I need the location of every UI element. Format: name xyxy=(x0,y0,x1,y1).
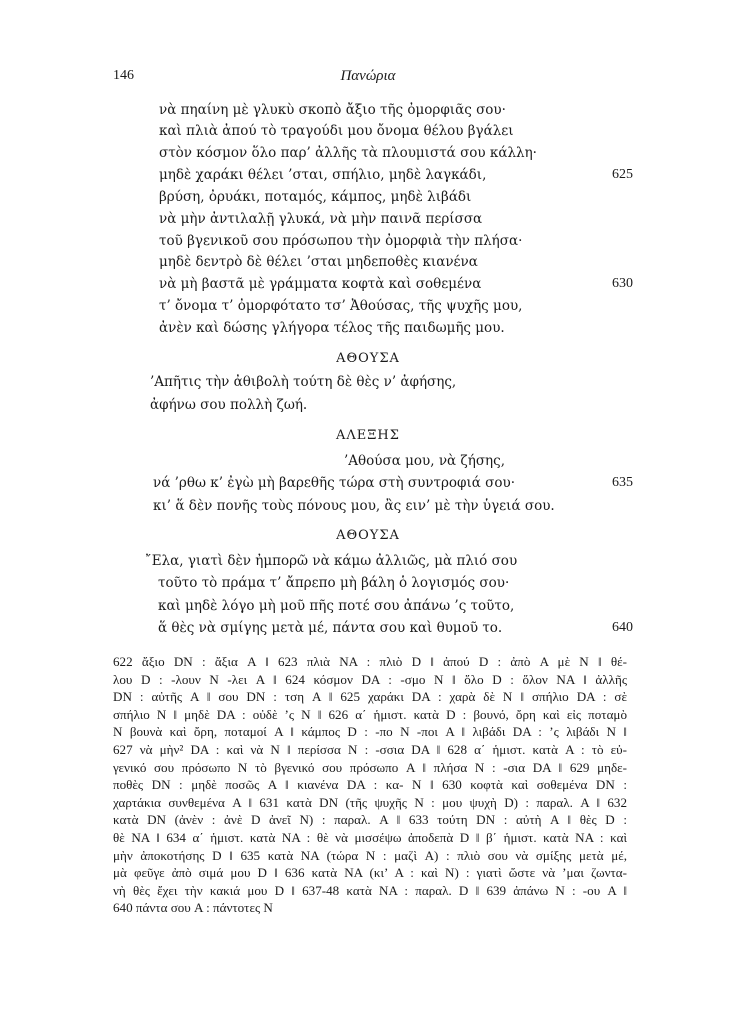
apparatus-line: νὴ θὲς ἔχει τὴν κακιά μου D ‖ 637-48 κατὰ NA : παραλ. D ‖ 639 ἀπάνω N : -ου A ‖ xyxy=(113,882,627,898)
apparatus-line: σπήλιο N ‖ μηδὲ DA : οὐδὲ ’ς N ‖ 626 α΄ ἡμιστ. κατὰ D : βουνό, ὄρη καὶ εἰς ποταμὸ xyxy=(113,706,627,722)
verse-text: νὰ μὴ βαστᾶ μὲ γράμματα κοφτὰ καὶ σοθεμένα xyxy=(159,276,482,292)
verse-text: τ’ ὄνομα τ’ ὀμορφότατο τσ’ Ἀθούσας, τῆς ψυχῆς μου, xyxy=(159,298,523,314)
line-number: 635 xyxy=(612,475,633,490)
critical-apparatus xyxy=(113,653,627,917)
verse-text: ῎Ελα, γιατὶ δὲν ἠμπορῶ νὰ κάμω ἀλλιῶς, μὰ πλιό σου xyxy=(145,553,518,569)
verse-text: νά ’ρθω κ’ ἐγὼ μὴ βαρεθῆς τώρα στὴ συντροφιά σου· xyxy=(153,475,516,491)
verse-line xyxy=(0,318,736,338)
speaker-name: ΑΘΟΥΣΑ xyxy=(336,528,400,543)
verse-text: στὸν κόσμον ὅλο παρ’ ἀλλῆς τὰ πλουμιστά σου κάλλη· xyxy=(159,145,537,161)
verse-line xyxy=(0,618,736,638)
verse-line xyxy=(0,187,736,207)
verse-line xyxy=(0,231,736,251)
verse-line xyxy=(0,100,736,120)
line-number: 640 xyxy=(612,620,633,635)
verse-text: μηδὲ χαράκι θέλει ’σται, σπήλιο, μηδὲ λαγκάδι, xyxy=(159,167,487,183)
verse-line xyxy=(0,496,736,516)
verse-text: νὰ πηαίνη μὲ γλυκὺ σκοπὸ ἄξιο τῆς ὀμορφιᾶς σου· xyxy=(159,102,506,118)
verse-line xyxy=(0,143,736,163)
page-number: 146 xyxy=(113,68,134,83)
verse-line xyxy=(0,451,736,471)
verse-line xyxy=(0,395,736,415)
apparatus-line: μὰ φεῦγε ἀπὸ σιμά μου D ‖ 636 κατὰ NA (κι’ A : καὶ N) : γιατὶ ὥστε νὰ ’μαι ζωντα- xyxy=(113,865,627,881)
verse-line xyxy=(0,121,736,141)
apparatus-line: θὲ NA ‖ 634 α΄ ἡμιστ. κατὰ NA : θὲ νὰ μισσέψω ἀποδεπὰ D ‖ β΄ ἡμιστ. κατὰ NA : καὶ xyxy=(113,829,627,845)
verse-line xyxy=(0,209,736,229)
apparatus-line: μὴν ἀποκοτήσης D ‖ 635 κατὰ NA (τώρα N : μαζὶ A) : πλιὸ σου νὰ σμίξης μετὰ μέ, xyxy=(113,847,627,863)
speaker-name: ΑΘΟΥΣΑ xyxy=(336,351,400,366)
verse-line xyxy=(0,473,736,493)
running-title: Πανώρια xyxy=(340,68,396,84)
line-number: 625 xyxy=(612,167,633,182)
apparatus-line: N βουνὰ καὶ ὄρη, ποταμοί A ‖ κάμπος D : -πο N -ποι A ‖ λιβάδι DA : ’ς λιβάδι N ‖ xyxy=(113,724,627,740)
apparatus-line: λου D : -λουν N -λει A ‖ 624 κόσμον DA : -σμο N ‖ ὅλο D : ὅλον NA ‖ ἀλλῆς xyxy=(113,671,627,687)
verse-text: τοῦτο τὸ πράμα τ’ ἄπρεπο μὴ βάλη ὁ λογισμός σου· xyxy=(158,575,510,591)
verse-line xyxy=(0,274,736,294)
verse-line xyxy=(0,372,736,392)
verse-text: βρύση, ὀρυάκι, ποταμός, κάμπος, μηδὲ λιβάδι xyxy=(159,189,472,205)
verse-text: κι’ ἅ δὲν πονῆς τοὺς πόνους μου, ἂς ειν’ μὲ τὴν ὑγειά σου. xyxy=(153,498,555,514)
verse-line xyxy=(0,252,736,272)
apparatus-line: 622 ἄξιο DN : ἄξια A ‖ 623 πλιὰ NA : πλιὸ D ‖ ἀπού D : ἀπὸ A μὲ N ‖ θέ- xyxy=(113,654,627,669)
verse-text: καὶ πλιὰ ἀπού τὸ τραγούδι μου ὄνομα θέλου βγάλει xyxy=(159,123,514,139)
apparatus-line: 627 νὰ μὴν² DA : καὶ νὰ N ‖ περίσσα N : -σσια DA ‖ 628 α΄ ἡμιστ. κατὰ A : τὸ εὐ- xyxy=(113,741,627,757)
apparatus-line: κατὰ DN (ἀνὲν : ἀνὲ D ἀνεῖ N) : παραλ. A ‖ 633 τούτη DN : αὐτὴ A ‖ θὲς D : xyxy=(113,812,627,828)
verse-text: τοῦ βγενικοῦ σου πρόσωπου τὴν ὀμορφιὰ τὴν πλήσα· xyxy=(159,233,523,249)
speaker-name: ΑΛΕΞΗΣ xyxy=(336,428,400,443)
verse-line xyxy=(0,165,736,185)
verse-line xyxy=(0,296,736,316)
apparatus-line: DN : αὐτῆς A ‖ σου DN : τση A ‖ 625 χαράκι DA : χαρὰ δὲ N ‖ σπήλιο DA : σὲ xyxy=(113,689,627,705)
apparatus-line: χαρτάκια συνθεμένα A ‖ 631 κατὰ DN (τῆς ψυχῆς N : μου ψυχὴ D) : παραλ. A ‖ 632 xyxy=(113,794,627,810)
verse-text: νὰ μὴν ἀντιλαλῇ γλυκά, νὰ μὴν παινᾶ περίσσα xyxy=(159,211,483,227)
apparatus-line: γενικό σου πρόσωπο N τὸ βγενικό σου πρόσωπο A ‖ πλήσα N : -σια DA ‖ 629 μηδε- xyxy=(113,759,627,775)
verse-line xyxy=(0,551,736,571)
verse-text: ἅ θὲς νὰ σμίγης μετὰ μέ, πάντα σου καὶ θυμοῦ το. xyxy=(158,620,503,636)
verse-text: ’Απῆτις τὴν ἀθιβολὴ τούτη δὲ θὲς ν’ ἀφήσης, xyxy=(150,374,457,390)
verse-text: ἀνὲν καὶ δώσης γλήγορα τέλος τῆς παιδωμῆς μου. xyxy=(159,320,505,336)
verse-text: ’Αθούσα μου, νὰ ζήσης, xyxy=(344,453,505,469)
verse-line xyxy=(0,573,736,593)
verse-line xyxy=(0,596,736,616)
apparatus-line: ποθὲς DN : μηδὲ ποσῶς A ‖ κιανένα DA : κα- N ‖ 630 κοφτὰ καὶ σοθεμένα DN : xyxy=(113,777,627,793)
line-number: 630 xyxy=(612,276,633,291)
verse-text: ἀφήνω σου πολλὴ ζωή. xyxy=(150,397,308,413)
verse-text: καὶ μηδὲ λόγο μὴ μοῦ πῆς ποτέ σου ἀπάνω ’ς τοῦτο, xyxy=(158,598,515,614)
apparatus-line: 640 πάντα σου A : πάντοτες N xyxy=(113,900,273,916)
verse-text: μηδὲ δεντρὸ δὲ θέλει ’σται μηδεποθὲς κιανένα xyxy=(159,254,478,270)
